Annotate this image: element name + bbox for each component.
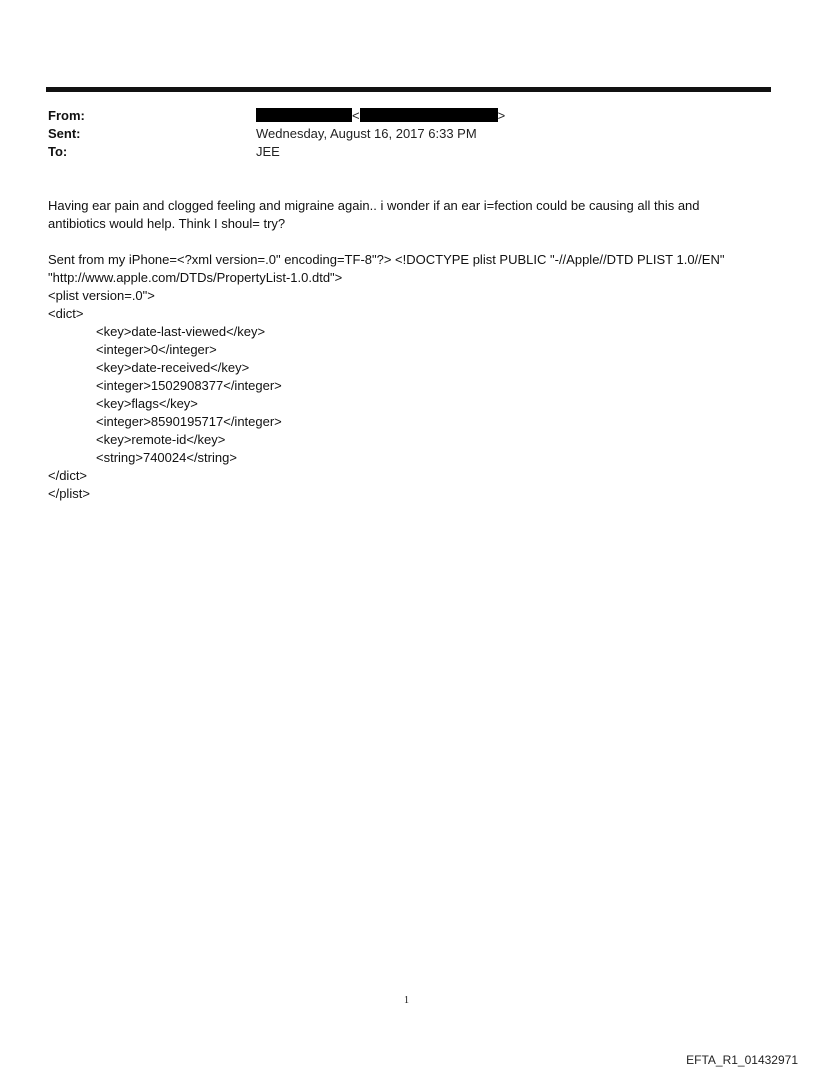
header-divider [46,87,771,92]
dict-entry: <key>date-received</key> [96,360,250,375]
plist-open: <plist version=.0"> [48,288,155,303]
from-value [256,107,505,125]
from-lt: < [352,108,360,123]
document-id: EFTA_R1_01432971 [686,1053,798,1067]
dict-entry: <string>740024</string> [96,450,237,465]
sent-label: Sent: [48,126,81,141]
message-paragraph [48,197,748,233]
dict-entry: <key>flags</key> [96,396,198,411]
dict-entry: <integer>1502908377</integer> [96,378,282,393]
redaction-box [256,108,352,122]
page-number: 1 [404,995,409,1006]
to-value: JEE [256,144,280,159]
dict-entry: <key>remote-id</key> [96,432,226,447]
plist-close: </plist> [48,486,90,501]
sent-value: Wednesday, August 16, 2017 6:33 PM [256,126,477,141]
dict-entry: <integer>8590195717</integer> [96,414,282,429]
dict-close: </dict> [48,468,88,483]
to-label: To: [48,144,68,159]
redaction-box [360,108,498,122]
email-body [48,197,748,503]
dict-entry: <key>date-last-viewed</key> [96,324,266,339]
signature-line: Sent from my iPhone=<?xml version=.0" encoding=TF-8"?> <!DOCTYPE plist PUBLIC "-//Apple//DTD PLIST 1.0//EN" [48,252,725,267]
dict-open: <dict> [48,306,84,321]
from-gt: > [497,108,506,123]
body-line: antibiotics would help. Think I shoul= try? [48,216,286,231]
from-label: From: [48,108,85,123]
dict-entry: <integer>0</integer> [96,342,217,357]
signature-line: "http://www.apple.com/DTDs/PropertyList-1.0.dtd"> [48,270,343,285]
body-line: Having ear pain and clogged feeling and migraine again.. i wonder if an ear i=fection could be causing all this and [48,198,700,213]
signature-block [48,251,748,503]
